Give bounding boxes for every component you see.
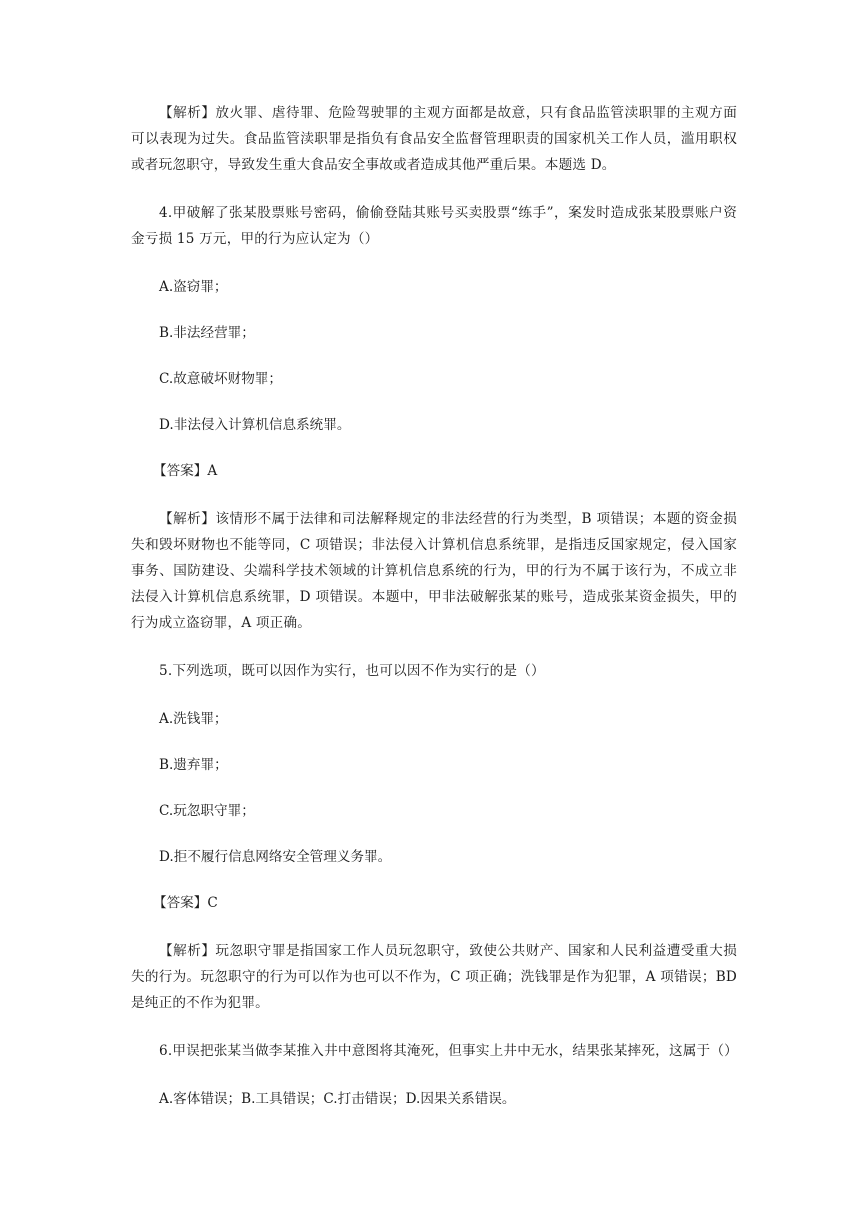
q6-options: A.客体错误；B.工具错误；C.打击错误；D.因果关系错误。 xyxy=(159,1091,516,1107)
document-body xyxy=(131,100,737,1132)
q4-answer: 【答案】A xyxy=(153,463,218,479)
question-6: 6.甲误把张某当做李某推入井中意图将其淹死，但事实上井中无水，结果张某摔死，这属于（） xyxy=(159,1043,738,1059)
question-5: 5.下列选项，既可以因作为实行，也可以因不作为实行的是（） xyxy=(159,663,545,679)
analysis-q4: 【解析】该情形不属于法律和司法解释规定的非法经营的行为类型，B 项错误；本题的资金损失和毁坏财物也不能等同，C 项错误；非法侵入计算机信息系统罪，是指违反国家规定，侵入国家事务、国防建设、尖端科学技术领域的计算机信息系统的行为，甲的行为不属于该行为，不成立非法侵入计算机信息系统罪，D 项错误。本题中，甲非法破解张某的账号，造成张某资金损失，甲的行为成立盗窃罪，A 项正确。 xyxy=(131,511,737,631)
q5-option-b: B.遗弃罪； xyxy=(159,757,228,773)
q4-option-d: D.非法侵入计算机信息系统罪。 xyxy=(159,417,351,433)
analysis-q3: 【解析】放火罪、虐待罪、危险驾驶罪的主观方面都是故意，只有食品监管渎职罪的主观方面可以表现为过失。食品监管渎职罪是指负有食品安全监督管理职责的国家机关工作人员，滥用职权或者玩忽职守，导致发生重大食品安全事故或者造成其他严重后果。本题选 D。 xyxy=(131,105,737,173)
analysis-q5: 【解析】玩忽职守罪是指国家工作人员玩忽职守，致使公共财产、国家和人民利益遭受重大损失的行为。玩忽职守的行为可以作为也可以不作为，C 项正确；洗钱罪是作为犯罪，A 项错误；BD 是纯正的不作为犯罪。 xyxy=(131,943,737,1011)
question-4: 4.甲破解了张某股票账号密码，偷偷登陆其账号买卖股票“练手”，案发时造成张某股票账户资金亏损 15 万元，甲的行为应认定为（） xyxy=(131,205,737,247)
q5-option-d: D.拒不履行信息网络安全管理义务罪。 xyxy=(159,849,392,865)
q5-option-a: A.洗钱罪； xyxy=(159,711,228,727)
q4-option-b: B.非法经营罪； xyxy=(159,325,255,341)
q5-option-c: C.玩忽职守罪； xyxy=(159,803,255,819)
q4-option-a: A.盗窃罪； xyxy=(159,279,228,295)
q5-answer: 【答案】C xyxy=(153,895,218,911)
q4-option-c: C.故意破坏财物罪； xyxy=(159,371,282,387)
